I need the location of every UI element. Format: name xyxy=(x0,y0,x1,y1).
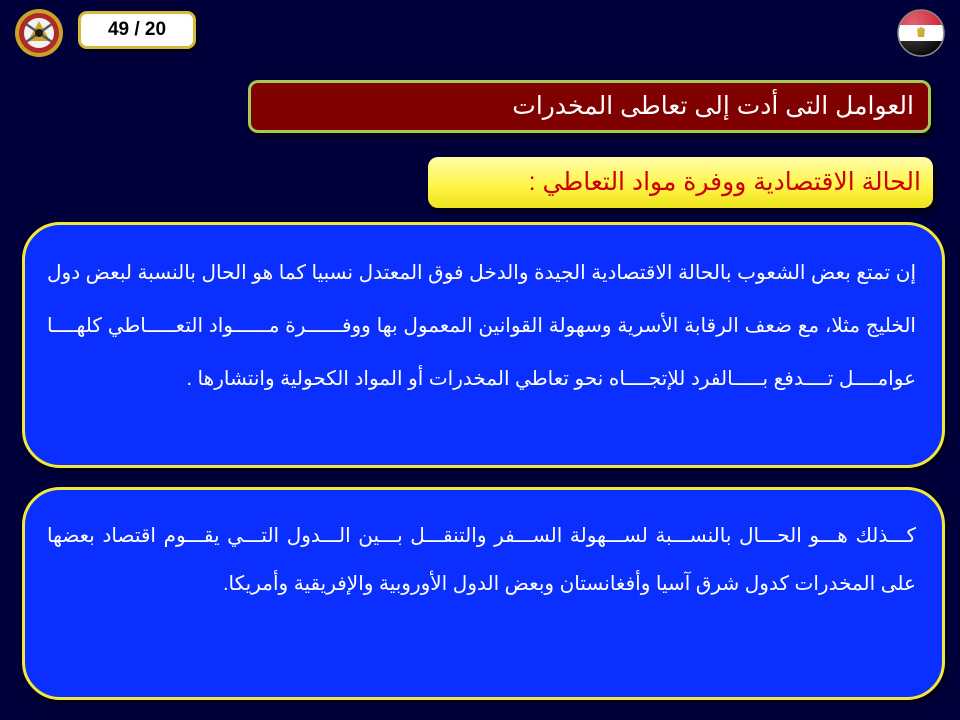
section-heading: الحالة الاقتصادية ووفرة مواد التعاطي : xyxy=(428,157,933,208)
egypt-flag-icon xyxy=(896,8,946,58)
travel-factors-paragraph: كـــذلك هـــو الحـــال بالنســـبة لســـهولة الســـفر والتنقـــل بـــين الـــدول التـــي يقـــوم اقتصاد بعضها على المخدرات كدول شرق آسيا وأفغانستان وبعض الدول الأوروبية والإفريقية وأمريكا. xyxy=(22,487,945,700)
slide-title: العوامل التى أدت إلى تعاطى المخدرات xyxy=(248,80,931,133)
military-emblem-icon xyxy=(14,8,64,58)
page-counter: 49 / 20 xyxy=(78,11,196,49)
economic-factors-paragraph: إن تمتع بعض الشعوب بالحالة الاقتصادية الجيدة والدخل فوق المعتدل نسبيا كما هو الحال بالنسبة لبعض دول الخليج مثلا، مع ضعف الرقابة الأسرية وسهولة القوانين المعمول بها ووفــــــرة مــــــواد التعـــــاطي كلهــــا عوامــــل تــــدفع بـــــالفرد للإتجــــاه نحو تعاطي المخدرات أو المواد الكحولية وانتشارها . xyxy=(22,222,945,468)
